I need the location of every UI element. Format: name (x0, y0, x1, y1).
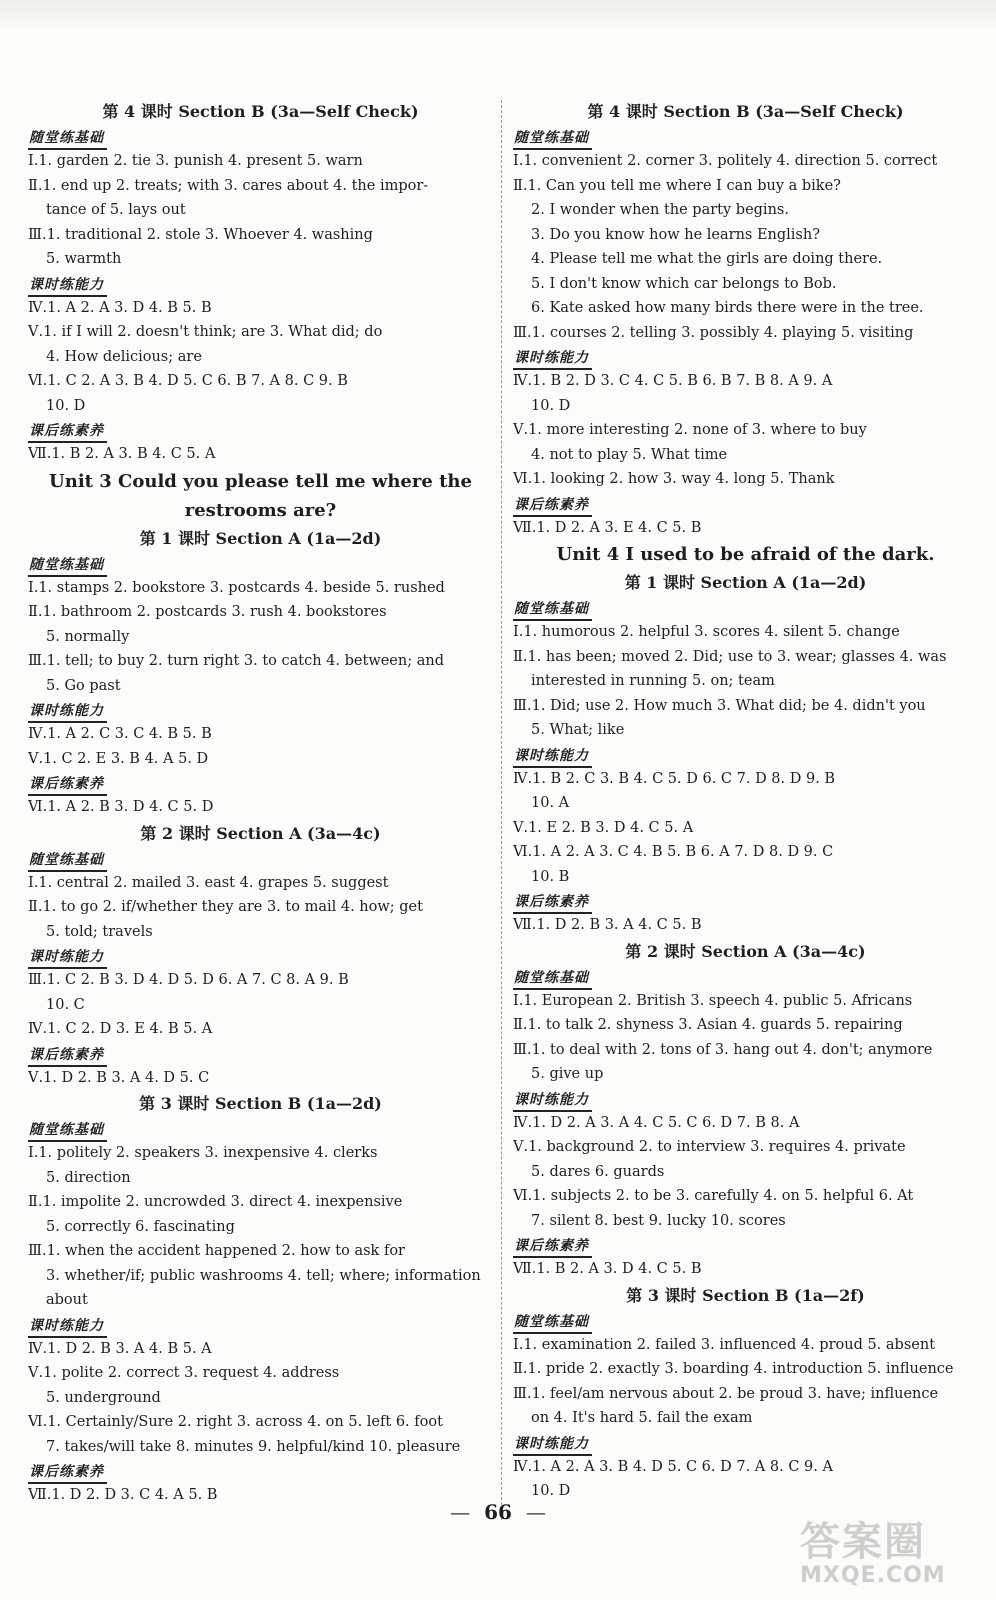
section-tag: 课后练素养 (513, 1236, 592, 1258)
answer-line: Ⅱ.1. bathroom 2. postcards 3. rush 4. bookstores (28, 604, 387, 620)
right-section-tag-row (513, 889, 978, 913)
lesson-heading: 第 2 课时 Section A (3a—4c) (140, 823, 381, 843)
answer-line: 5. normally (46, 628, 130, 645)
answer-line: 5. warmth (46, 251, 122, 267)
answer-line: 5. correctly 6. fascinating (46, 1218, 235, 1235)
answer-line: Ⅶ.1. B 2. A 3. B 4. C 5. A (28, 446, 216, 462)
answer-line: Ⅲ.1. tell; to buy 2. turn right 3. to catch 4. between; and (28, 653, 444, 669)
answer-line: 5. What; like (531, 722, 625, 738)
lesson-heading: 第 1 课时 Section A (1a—2d) (139, 528, 382, 548)
left-section-tag-row (28, 552, 493, 576)
section-tag: 随堂练基础 (28, 850, 107, 872)
right-section-tag-row (513, 1309, 978, 1333)
answer-line: Ⅰ.1. European 2. British 3. speech 4. public 5. Africans (513, 992, 913, 1009)
answer-line: Ⅱ.1. impolite 2. uncrowded 3. direct 4. inexpensive (28, 1194, 403, 1210)
answer-line: 10. D (531, 397, 571, 414)
lesson-heading: 第 2 课时 Section A (3a—4c) (625, 941, 866, 961)
answer-line: Ⅱ.1. has been; moved 2. Did; use to 3. wear; glasses 4. was (513, 648, 947, 665)
section-tag: 课时练能力 (513, 348, 592, 370)
section-tag: 随堂练基础 (513, 599, 592, 621)
answer-line: Ⅲ.1. to deal with 2. tons of 3. hang out 4. don't; anymore (513, 1041, 933, 1058)
answer-line: 10. D (46, 397, 86, 414)
answer-line: Ⅰ.1. garden 2. tie 3. punish 4. present 5. warn (28, 153, 363, 169)
lesson-heading: 第 4 课时 Section B (3a—Self Check) (102, 102, 419, 121)
answer-line: Ⅰ.1. convenient 2. corner 3. politely 4. direction 5. correct (513, 153, 938, 169)
left-section-tag-row (28, 698, 493, 722)
answer-line: 5. give up (531, 1066, 604, 1082)
answer-line: 10. B (531, 868, 570, 885)
answer-line: Ⅰ.1. examination 2. failed 3. influenced 4. proud 5. absent (513, 1336, 936, 1353)
section-tag: 课时练能力 (513, 1090, 592, 1112)
left-section-tag-row (28, 1042, 493, 1066)
answer-line: Ⅲ.1. courses 2. telling 3. possibly 4. playing 5. visiting (513, 324, 914, 341)
unit-title: restrooms are? (184, 499, 337, 521)
section-tag: 课时练能力 (28, 701, 107, 723)
answer-line: Ⅱ.1. Can you tell me where I can buy a bike? (513, 177, 841, 194)
watermark-text-en: MXQE.COM (800, 1563, 946, 1588)
right-section-tag-row (513, 743, 978, 767)
answer-line: Ⅴ.1. polite 2. correct 3. request 4. address (28, 1365, 340, 1381)
answer-line: Ⅲ.1. feel/am nervous about 2. be proud 3. have; influence (513, 1385, 939, 1402)
answer-line: Ⅴ.1. C 2. E 3. B 4. A 5. D (28, 750, 209, 767)
answer-line: Ⅶ.1. D 2. B 3. A 4. C 5. B (513, 917, 702, 933)
answer-line: Ⅳ.1. B 2. D 3. C 4. C 5. B 6. B 7. B 8. A 9. A (513, 373, 833, 389)
section-tag: 课后练素养 (513, 892, 592, 914)
lesson-heading: 第 3 课时 Section B (1a—2f) (626, 1285, 865, 1305)
scan-top-edge (0, 0, 996, 30)
answer-line: 10. C (46, 996, 85, 1013)
left-section-tag-row (28, 1459, 493, 1483)
answer-line: Ⅰ.1. central 2. mailed 3. east 4. grapes 5. suggest (28, 874, 389, 891)
answer-line: 5. direction (46, 1169, 131, 1186)
page-number-value: 66 (484, 1500, 512, 1524)
answer-line: 5. dares 6. guards (531, 1163, 665, 1180)
right-section-tag-row (513, 1087, 978, 1111)
right-section-tag-row (513, 965, 978, 989)
lesson-heading: 第 1 课时 Section A (1a—2d) (624, 573, 867, 592)
answer-line: 7. silent 8. best 9. lucky 10. scores (531, 1212, 786, 1229)
answer-line: Ⅴ.1. more interesting 2. none of 3. where to buy (513, 422, 867, 438)
answer-line: 6. Kate asked how many birds there were in the tree. (531, 300, 924, 316)
answer-line: Ⅵ.1. A 2. B 3. D 4. C 5. D (28, 799, 214, 815)
section-tag: 随堂练基础 (513, 1312, 592, 1334)
answer-line: Ⅳ.1. D 2. B 3. A 4. B 5. A (28, 1340, 212, 1357)
section-tag: 随堂练基础 (28, 1120, 107, 1142)
watermark-logo (800, 1520, 970, 1590)
answer-line: 5. told; travels (46, 923, 153, 940)
answer-line: Ⅳ.1. D 2. A 3. A 4. C 5. C 6. D 7. B 8. A (513, 1114, 800, 1131)
section-tag: 课后练素养 (28, 421, 107, 443)
answer-line: 4. not to play 5. What time (531, 446, 728, 463)
right-section-tag-row (513, 125, 978, 149)
left-section-tag-row (28, 1117, 493, 1141)
left-section-tag-row (28, 1313, 493, 1337)
section-tag: 课时练能力 (28, 275, 107, 297)
answer-line: 4. How delicious; are (46, 348, 202, 365)
section-tag: 随堂练基础 (28, 128, 107, 150)
answer-line: Ⅳ.1. C 2. D 3. E 4. B 5. A (28, 1021, 213, 1037)
left-column (28, 98, 493, 1508)
right-column (513, 98, 978, 1504)
answer-line: Ⅶ.1. D 2. D 3. C 4. A 5. B (28, 1487, 218, 1503)
section-tag: 课后练素养 (28, 774, 107, 796)
answer-line: 5. Go past (46, 677, 121, 694)
answer-line: interested in running 5. on; team (531, 673, 775, 689)
answer-line: Ⅳ.1. B 2. C 3. B 4. C 5. D 6. C 7. D 8. D 9. B (513, 770, 836, 787)
section-tag: 随堂练基础 (513, 128, 592, 150)
unit-title: Unit 3 Could you please tell me where the (49, 470, 472, 492)
answer-line: Ⅶ.1. D 2. A 3. E 4. C 5. B (513, 519, 702, 536)
answer-line: 3. whether/if; public washrooms 4. tell; where; information (46, 1267, 481, 1284)
left-section-tag-row (28, 418, 493, 442)
page-number: — 66 — (450, 1500, 546, 1524)
section-tag: 随堂练基础 (513, 968, 592, 990)
answer-line: Ⅰ.1. politely 2. speakers 3. inexpensive 4. clerks (28, 1145, 378, 1161)
answer-line: Ⅰ.1. stamps 2. bookstore 3. postcards 4. beside 5. rushed (28, 579, 445, 596)
answer-line: Ⅱ.1. end up 2. treats; with 3. cares about 4. the impor- (28, 177, 429, 194)
answer-line: tance of 5. lays out (46, 202, 186, 218)
answer-line: about (46, 1292, 88, 1308)
right-section-tag-row (513, 492, 978, 516)
answer-line: Ⅰ.1. humorous 2. helpful 3. scores 4. silent 5. change (513, 624, 900, 640)
section-tag: 随堂练基础 (28, 555, 107, 577)
answer-line: Ⅲ.1. when the accident happened 2. how to ask for (28, 1243, 405, 1259)
answer-line: Ⅴ.1. if I will 2. doesn't think; are 3. What did; do (28, 324, 383, 340)
answer-line: 4. Please tell me what the girls are doing there. (531, 251, 883, 267)
lesson-heading: 第 3 课时 Section B (1a—2d) (139, 1094, 382, 1113)
section-tag: 课时练能力 (513, 746, 592, 768)
lesson-heading: 第 4 课时 Section B (3a—Self Check) (587, 102, 904, 121)
answer-line: 2. I wonder when the party begins. (531, 202, 789, 218)
answer-line: Ⅴ.1. background 2. to interview 3. requires 4. private (513, 1139, 906, 1155)
answer-line: Ⅴ.1. D 2. B 3. A 4. D 5. C (28, 1069, 210, 1086)
answer-line: Ⅱ.1. to go 2. if/whether they are 3. to mail 4. how; get (28, 899, 423, 915)
answer-line: Ⅵ.1. A 2. A 3. C 4. B 5. B 6. A 7. D 8. D 9. C (513, 844, 834, 860)
section-tag: 课后练素养 (513, 495, 592, 517)
answer-line: on 4. It's hard 5. fail the exam (531, 1410, 753, 1426)
answer-line: Ⅱ.1. to talk 2. shyness 3. Asian 4. guards 5. repairing (513, 1017, 903, 1033)
answer-line: 7. takes/will take 8. minutes 9. helpful/kind 10. pleasure (46, 1438, 461, 1455)
answer-line: Ⅵ.1. looking 2. how 3. way 4. long 5. Thank (513, 471, 835, 487)
left-section-tag-row (28, 125, 493, 149)
section-tag: 课时练能力 (28, 1316, 107, 1338)
answer-line: Ⅳ.1. A 2. A 3. B 4. D 5. C 6. D 7. A 8. C 9. A (513, 1458, 833, 1475)
section-tag: 课时练能力 (513, 1434, 592, 1456)
answer-line: Ⅲ.1. traditional 2. stole 3. Whoever 4. washing (28, 226, 373, 243)
answer-line: Ⅲ.1. C 2. B 3. D 4. D 5. D 6. A 7. C 8. A 9. B (28, 972, 349, 988)
right-section-tag-row (513, 596, 978, 620)
watermark-text-cn: 答案圈 (800, 1519, 926, 1565)
answer-line: Ⅲ.1. Did; use 2. How much 3. What did; be 4. didn't you (513, 697, 926, 714)
answer-line: Ⅶ.1. B 2. A 3. D 4. C 5. B (513, 1261, 702, 1277)
answer-line: Ⅵ.1. C 2. A 3. B 4. D 5. C 6. B 7. A 8. C 9. B (28, 373, 348, 389)
answer-line: Ⅳ.1. A 2. A 3. D 4. B 5. B (28, 299, 212, 316)
answer-line: 10. A (531, 795, 570, 811)
answer-line: Ⅳ.1. A 2. C 3. C 4. B 5. B (28, 726, 212, 742)
answer-line: 10. D (531, 1483, 571, 1499)
right-section-tag-row (513, 1431, 978, 1455)
answer-line: 5. underground (46, 1389, 161, 1406)
answer-line: Ⅴ.1. E 2. B 3. D 4. C 5. A (513, 819, 694, 836)
answer-line: 3. Do you know how he learns English? (531, 226, 820, 243)
left-section-tag-row (28, 944, 493, 968)
section-tag: 课后练素养 (28, 1462, 107, 1484)
answer-line: Ⅱ.1. pride 2. exactly 3. boarding 4. introduction 5. influence (513, 1361, 954, 1377)
section-tag: 课后练素养 (28, 1045, 107, 1067)
answer-line: Ⅵ.1. subjects 2. to be 3. carefully 4. on 5. helpful 6. At (513, 1188, 914, 1204)
unit-title: Unit 4 I used to be afraid of the dark. (556, 544, 935, 565)
answer-line: Ⅵ.1. Certainly/Sure 2. right 3. across 4. on 5. left 6. foot (28, 1414, 443, 1430)
left-section-tag-row (28, 771, 493, 795)
left-section-tag-row (28, 272, 493, 296)
column-divider (501, 100, 502, 1520)
right-section-tag-row (513, 345, 978, 369)
left-section-tag-row (28, 847, 493, 871)
right-section-tag-row (513, 1233, 978, 1257)
answer-line: 5. I don't know which car belongs to Bob. (531, 275, 837, 292)
section-tag: 课时练能力 (28, 947, 107, 969)
